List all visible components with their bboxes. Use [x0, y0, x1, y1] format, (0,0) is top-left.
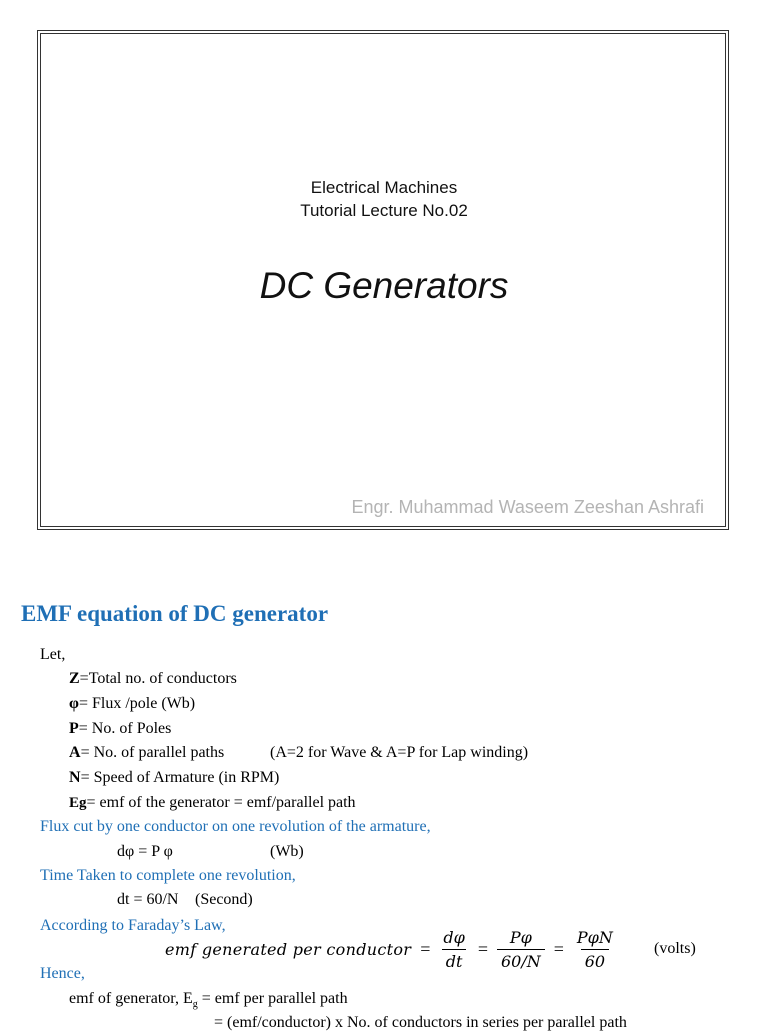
equals-sign: = [477, 938, 488, 959]
definition-symbol: A [69, 744, 81, 761]
definition-a [69, 743, 669, 763]
time-taken-text: Time Taken to complete one revolution, [40, 867, 296, 884]
fraction-pphi-60n [497, 928, 545, 971]
section-heading: EMF equation of DC generator [21, 601, 329, 626]
formula-label: emf generated per conductor [165, 939, 412, 959]
equals-sign: = [553, 938, 564, 959]
definition-symbol: φ [69, 695, 79, 712]
definition-text: = Speed of Armature (in RPM) [80, 769, 280, 786]
emf-generator-prefix: emf of generator, E [69, 990, 193, 1007]
equals-sign: = [420, 938, 431, 959]
course-title: Electrical Machines [310, 178, 458, 197]
fraction-denominator: 60/N [497, 949, 545, 971]
definition-text: = Flux /pole (Wb) [78, 695, 196, 712]
definition-text: = No. of parallel paths [80, 744, 225, 761]
lecture-number: Tutorial Lecture No.02 [300, 201, 468, 220]
fraction-pphin-60 [573, 928, 617, 971]
definition-note: (A=2 for Wave & A=P for Lap winding) [270, 744, 529, 761]
slide-title: DC Generators [259, 265, 509, 306]
slide-course-block [0, 176, 768, 222]
definition-text: =Total no. of conductors [79, 670, 237, 687]
definition-text: = No. of Poles [78, 720, 172, 737]
definition-z [69, 669, 237, 689]
definition-n [69, 768, 279, 788]
formula-unit: (volts) [654, 940, 696, 957]
definition-eg [69, 793, 356, 813]
emf-generator-suffix: = emf per parallel path [197, 990, 348, 1007]
definition-p [69, 719, 171, 739]
emf-generator-subscript: g [192, 999, 198, 1011]
fraction-numerator: PφN [576, 927, 613, 947]
emf-formula [165, 921, 617, 977]
fraction-denominator: 60 [581, 949, 609, 971]
fraction-numerator: Pφ [509, 927, 532, 947]
flux-cut-text: Flux cut by one conductor on one revolution of the armature, [40, 818, 431, 835]
emf-conductor-line: = (emf/conductor) x No. of conductors in series per parallel path [214, 1014, 627, 1031]
hence-text: Hence, [40, 965, 85, 982]
emf-generator-line [69, 989, 348, 1015]
definition-symbol: P [69, 720, 79, 737]
definition-phi [69, 694, 195, 714]
definition-symbol: Z [69, 670, 80, 687]
dphi-unit: (Wb) [270, 843, 304, 860]
fraction-denominator: dt [442, 949, 467, 971]
dt-equation: dt = 60/N [117, 891, 179, 908]
definition-symbol: Eg [69, 795, 87, 811]
fraction-dphi-dt [439, 928, 468, 971]
dphi-equation: dφ = P φ [117, 843, 173, 860]
fraction-numerator: dφ [443, 927, 465, 947]
faraday-text: According to Faraday’s Law, [40, 917, 226, 934]
definition-symbol: N [69, 769, 81, 786]
let-text: Let, [40, 646, 66, 663]
author-name: Engr. Muhammad Waseem Zeeshan Ashrafi [351, 497, 704, 517]
definition-text: = emf of the generator = emf/parallel path [86, 794, 356, 811]
dt-unit: (Second) [195, 891, 253, 908]
